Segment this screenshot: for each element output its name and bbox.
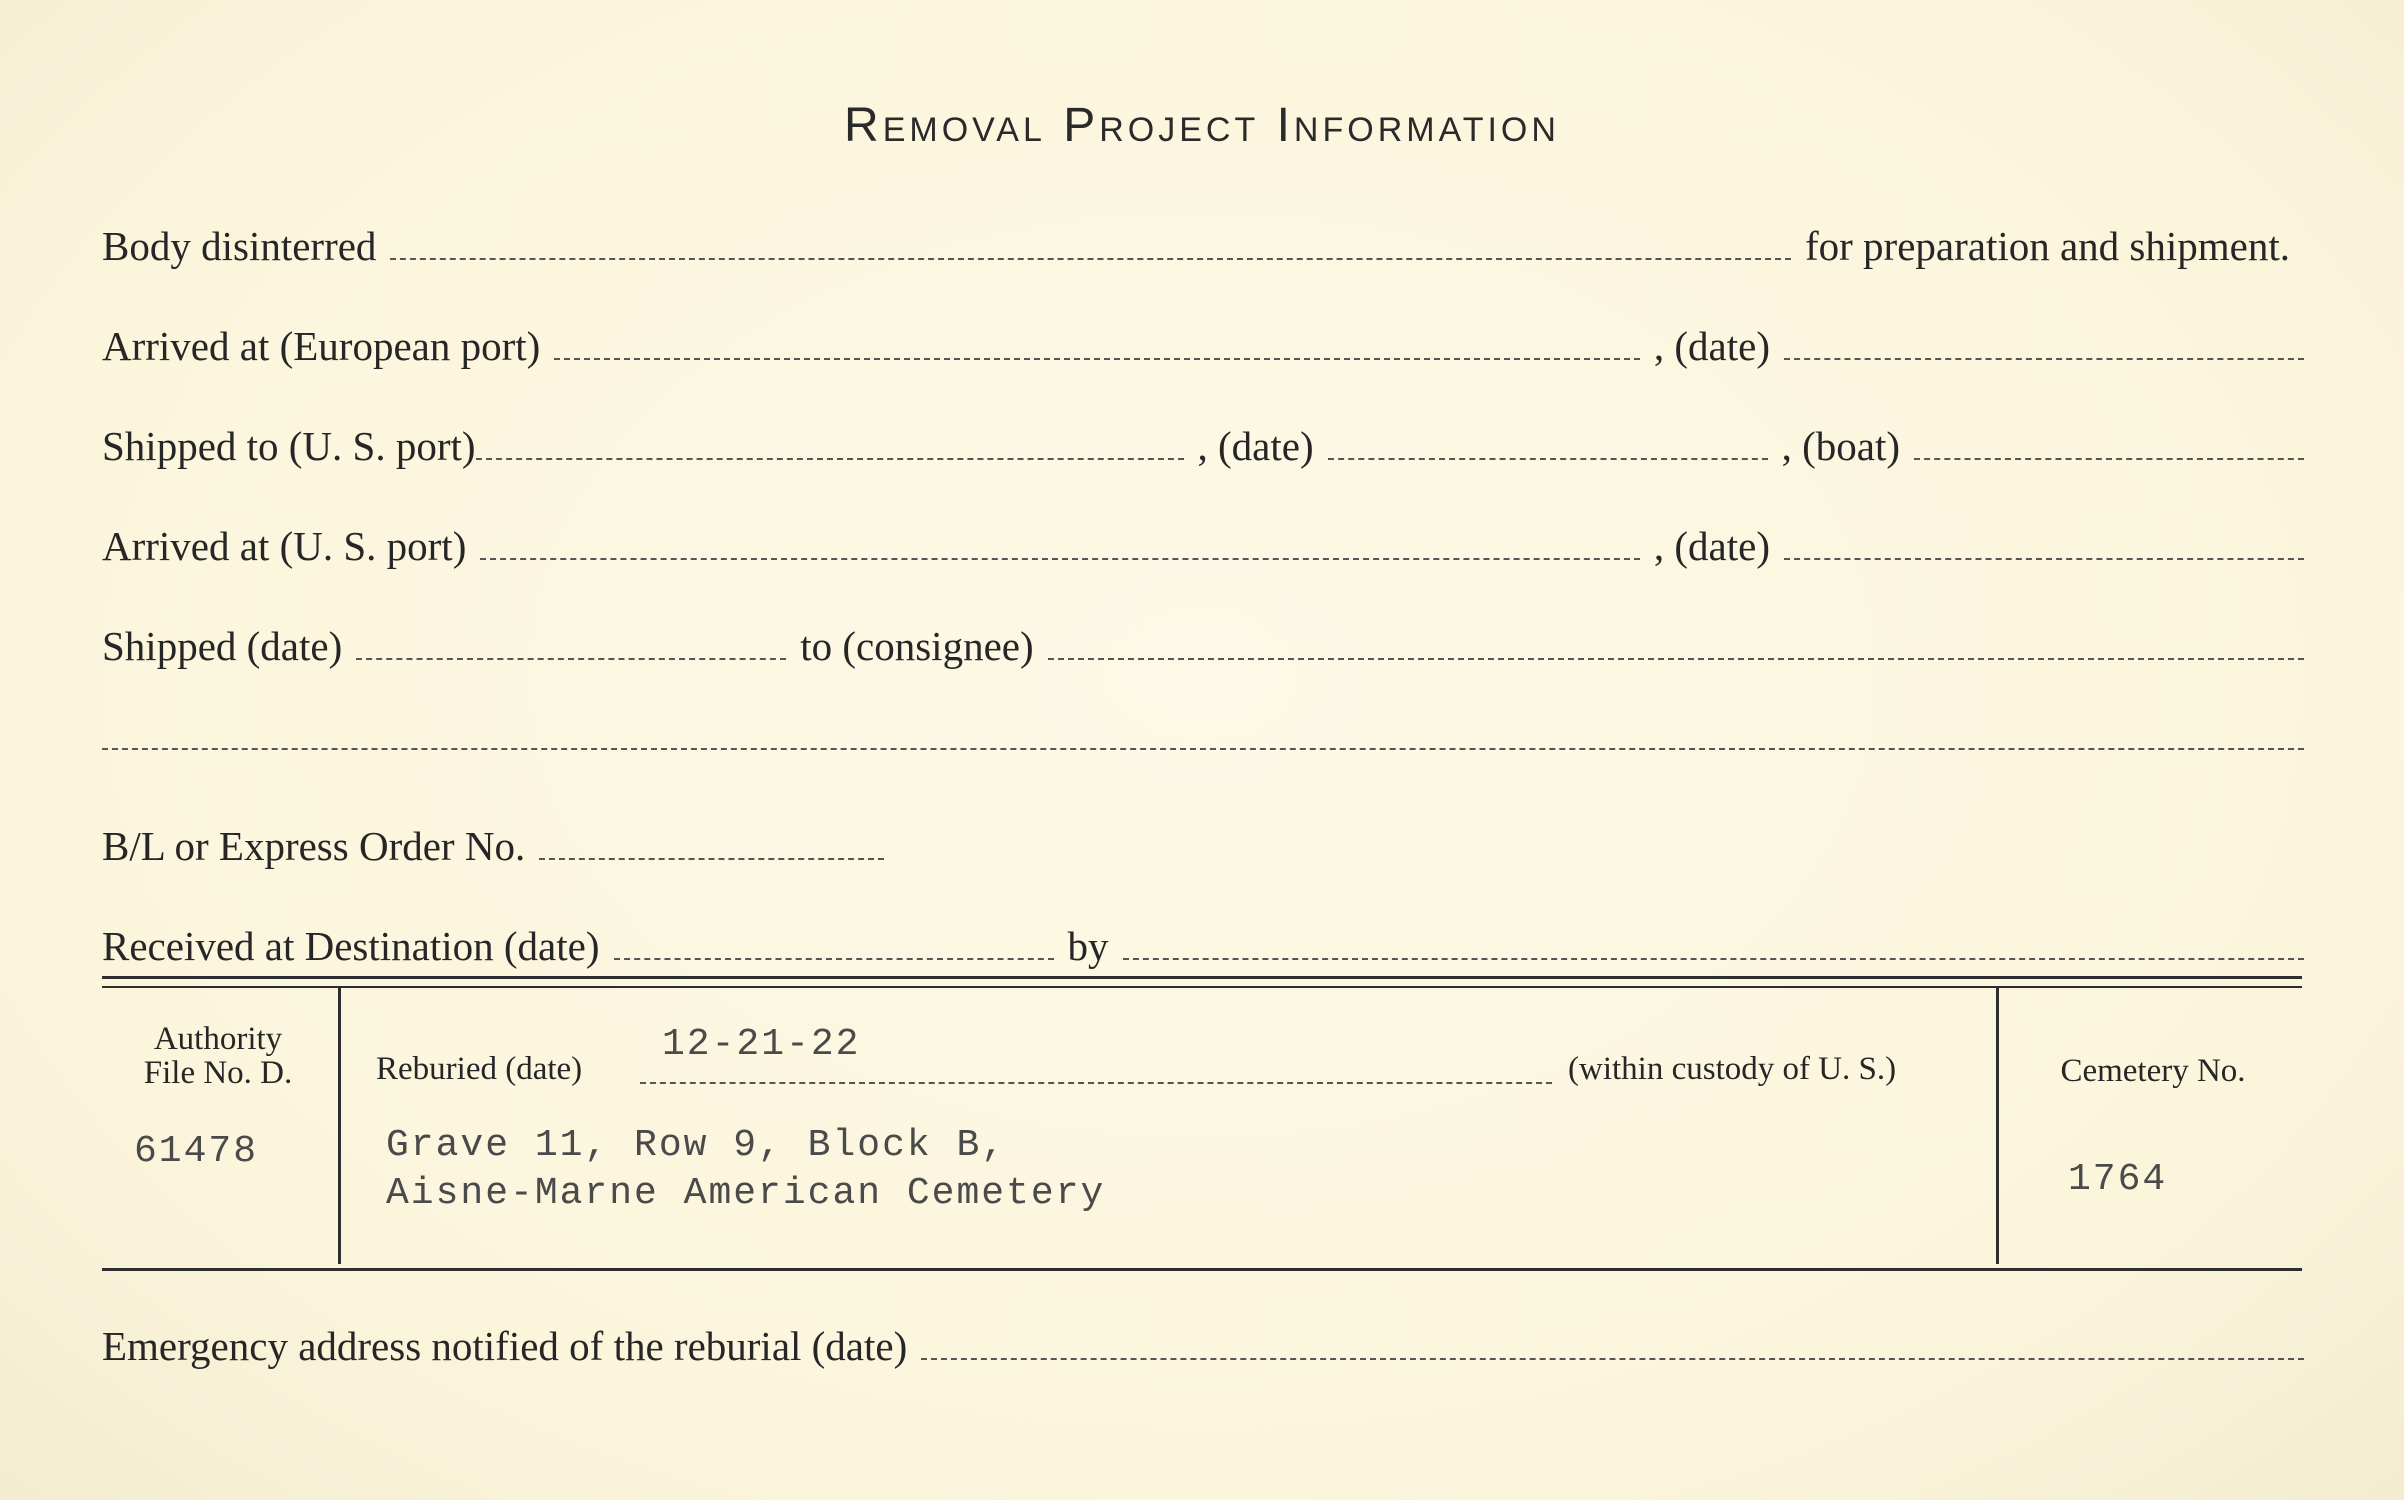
boat-field[interactable] (1914, 458, 2304, 460)
row-body-disinterred (102, 210, 2304, 270)
shipped-date-field[interactable] (1328, 458, 1768, 460)
row-arrived-european (102, 310, 2304, 370)
authority-label-line1: Authority (153, 1021, 283, 1057)
row-bl-order (102, 810, 2304, 870)
custody-label: (within custody of U. S.) (1568, 1051, 1897, 1087)
bl-order-label: B/L or Express Order No. (102, 823, 526, 869)
form-title: Removal Project Information (844, 99, 1560, 152)
arrived-european-label: Arrived at (European port) (102, 323, 541, 369)
row-received (102, 910, 2304, 970)
cemetery-label: Cemetery No. (2060, 1053, 2246, 1089)
reburied-label: Reburied (date) (376, 1051, 583, 1087)
box-top-rule-inner (102, 986, 2302, 988)
row-arrived-us (102, 510, 2304, 570)
cemetery-number: 1764 (2068, 1158, 2168, 1201)
box-bottom-rule (102, 1268, 2302, 1271)
bl-order-field[interactable] (539, 858, 884, 860)
row-emergency (102, 1310, 2304, 1370)
box-divider-left (338, 988, 341, 1264)
european-date-label: , (date) (1653, 323, 1770, 369)
consignee-label: to (consignee) (800, 623, 1034, 669)
consignee-continued-field[interactable] (102, 748, 2304, 750)
european-port-field[interactable] (554, 358, 1640, 360)
shipped-date-label: , (date) (1197, 423, 1314, 469)
location-line-1: Grave 11, Row 9, Block B, (386, 1124, 1007, 1167)
shipped-us-label: Shipped to (U. S. port) (102, 423, 476, 469)
european-date-field[interactable] (1784, 358, 2304, 360)
box-top-rule (102, 976, 2302, 979)
location-line-2: Aisne-Marne American Cemetery (386, 1172, 1106, 1215)
arrived-us-port-field[interactable] (480, 558, 1640, 560)
reburied-date-field[interactable] (640, 1082, 1552, 1084)
row-consignee-continued (102, 700, 2304, 760)
consignee-field[interactable] (1048, 658, 2304, 660)
received-by-field[interactable] (1123, 958, 2305, 960)
row-shipped-us (102, 410, 2304, 470)
authority-file-number: 61478 (134, 1130, 259, 1173)
by-label: by (1067, 923, 1109, 969)
body-disinterred-label: Body disinterred (102, 223, 377, 269)
shipped-date-label-2: Shipped (date) (102, 623, 343, 669)
authority-label (118, 1022, 318, 1090)
shipped-date-field-2[interactable] (356, 658, 786, 660)
arrived-us-date-field[interactable] (1784, 558, 2304, 560)
us-port-field[interactable] (476, 458, 1184, 460)
reburied-date-value: 12-21-22 (662, 1023, 861, 1066)
received-date-field[interactable] (614, 958, 1054, 960)
arrived-us-label: Arrived at (U. S. port) (102, 523, 467, 569)
preparation-shipment-label: for preparation and shipment. (1804, 223, 2290, 269)
emergency-date-field[interactable] (921, 1358, 2304, 1360)
boat-label: , (boat) (1781, 423, 1900, 469)
arrived-us-date-label: , (date) (1653, 523, 1770, 569)
received-label: Received at Destination (date) (102, 923, 600, 969)
authority-label-line2: File No. D. (143, 1055, 293, 1091)
row-shipped-consignee (102, 610, 2304, 670)
emergency-label: Emergency address notified of the reburial (date) (102, 1323, 908, 1369)
box-divider-right (1996, 988, 1999, 1264)
body-disinterred-field[interactable] (390, 258, 1791, 260)
